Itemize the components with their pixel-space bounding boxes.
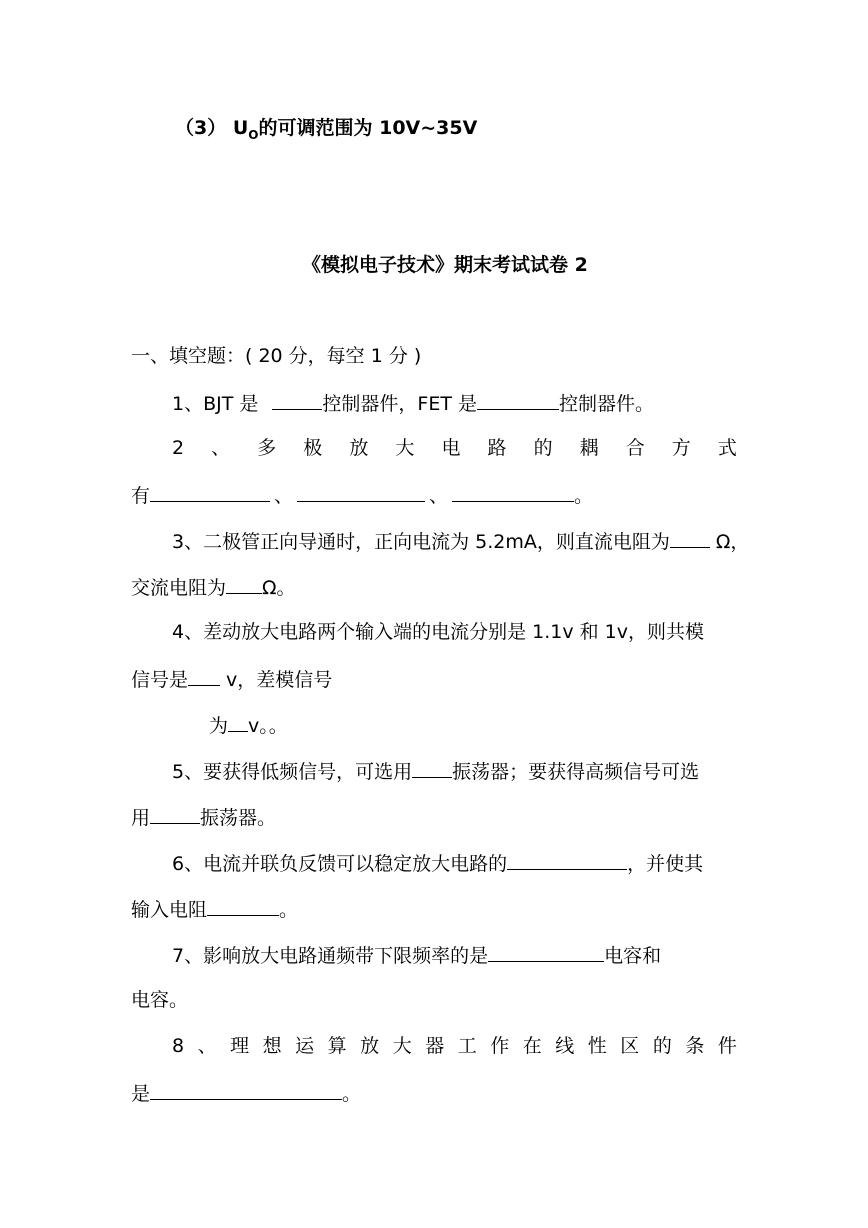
spaced-character: 想: [262, 1035, 282, 1057]
question-7-line-1: 7、影响放大电路通频带下限频率的是 电容和: [172, 942, 661, 968]
question-8-line-1: [172, 1034, 737, 1058]
answer-blank[interactable]: [477, 390, 559, 410]
question-1: 1、BJT 是 控制器件，FET 是 控制器件。: [172, 390, 654, 416]
spaced-character: 的: [652, 1035, 672, 1057]
spaced-character: 方: [671, 437, 691, 459]
spaced-character: 2: [172, 437, 185, 459]
spaced-character: 理: [230, 1035, 250, 1057]
answer-blank[interactable]: [488, 942, 604, 962]
answer-blank[interactable]: [188, 666, 220, 686]
spaced-character: 运: [295, 1035, 315, 1057]
answer-blank[interactable]: [228, 712, 248, 732]
answer-blank[interactable]: [226, 574, 262, 594]
spaced-character: 、: [197, 1035, 217, 1057]
spaced-character: 的: [533, 437, 553, 459]
spaced-character: 耦: [579, 437, 599, 459]
answer-blank[interactable]: [670, 528, 710, 548]
spaced-character: 大: [395, 437, 415, 459]
answer-blank[interactable]: [150, 1080, 342, 1100]
spaced-character: 件: [717, 1035, 737, 1057]
answer-blank[interactable]: [150, 804, 200, 824]
question-4-line-1: 4、差动放大电路两个输入端的电流分别是 1.1v 和 1v，则共模: [172, 621, 705, 643]
previous-answer: （3） $U_O$的可调范围为 10V~35V: [175, 117, 478, 142]
spaced-character: 极: [303, 437, 323, 459]
spaced-character: 路: [487, 437, 507, 459]
spaced-character: 合: [625, 437, 645, 459]
spaced-character: 工: [457, 1035, 477, 1057]
answer-blank[interactable]: [297, 482, 425, 502]
question-5-line-2: 用 振荡器。: [131, 804, 276, 830]
spaced-character: 放: [349, 437, 369, 459]
spaced-character: 性: [587, 1035, 607, 1057]
question-6-line-2: 输入电阻 。: [131, 896, 298, 922]
question-6-line-1: 6、电流并联负反馈可以稳定放大电路的 ，并使其: [172, 850, 703, 876]
spaced-character: 式: [717, 437, 737, 459]
answer-blank[interactable]: [207, 896, 279, 916]
section-heading: 一、填空题：( 20 分，每空 1 分 ): [131, 345, 422, 367]
exam-title: 《模拟电子技术》期末考试试卷 2: [302, 254, 588, 276]
question-3-line-1: 3、二极管正向导通时，正向电流为 5.2mA，则直流电阻为 Ω，: [172, 528, 749, 554]
question-8-line-2: 是 。: [131, 1080, 361, 1106]
spaced-character: 器: [425, 1035, 445, 1057]
answer-blank[interactable]: [412, 758, 452, 778]
spaced-character: 放: [360, 1035, 380, 1057]
spaced-character: 在: [522, 1035, 542, 1057]
spaced-character: 条: [685, 1035, 705, 1057]
spaced-character: 区: [620, 1035, 640, 1057]
spaced-character: 8: [172, 1035, 185, 1057]
spaced-character: 作: [490, 1035, 510, 1057]
question-2-line-1: [172, 436, 737, 460]
question-7-line-2: 电容。: [131, 989, 189, 1011]
question-4-line-2: 信号是 v，差模信号: [131, 666, 332, 692]
answer-blank[interactable]: [150, 482, 270, 502]
answer-blank[interactable]: [507, 850, 627, 870]
spaced-character: 电: [441, 437, 461, 459]
spaced-character: 多: [257, 437, 277, 459]
question-2-line-2: 有 、 、 。: [131, 482, 593, 508]
answer-blank[interactable]: [452, 482, 574, 502]
question-4-line-3: 为 v。。: [209, 712, 288, 738]
spaced-character: 线: [555, 1035, 575, 1057]
question-3-line-2: 交流电阻为 Ω。: [131, 574, 296, 600]
spaced-character: 、: [211, 437, 231, 459]
question-5-line-1: 5、要获得低频信号，可选用 振荡器；要获得高频信号可选: [172, 758, 699, 784]
spaced-character: 大: [392, 1035, 412, 1057]
answer-blank[interactable]: [272, 390, 322, 410]
spaced-character: 算: [327, 1035, 347, 1057]
